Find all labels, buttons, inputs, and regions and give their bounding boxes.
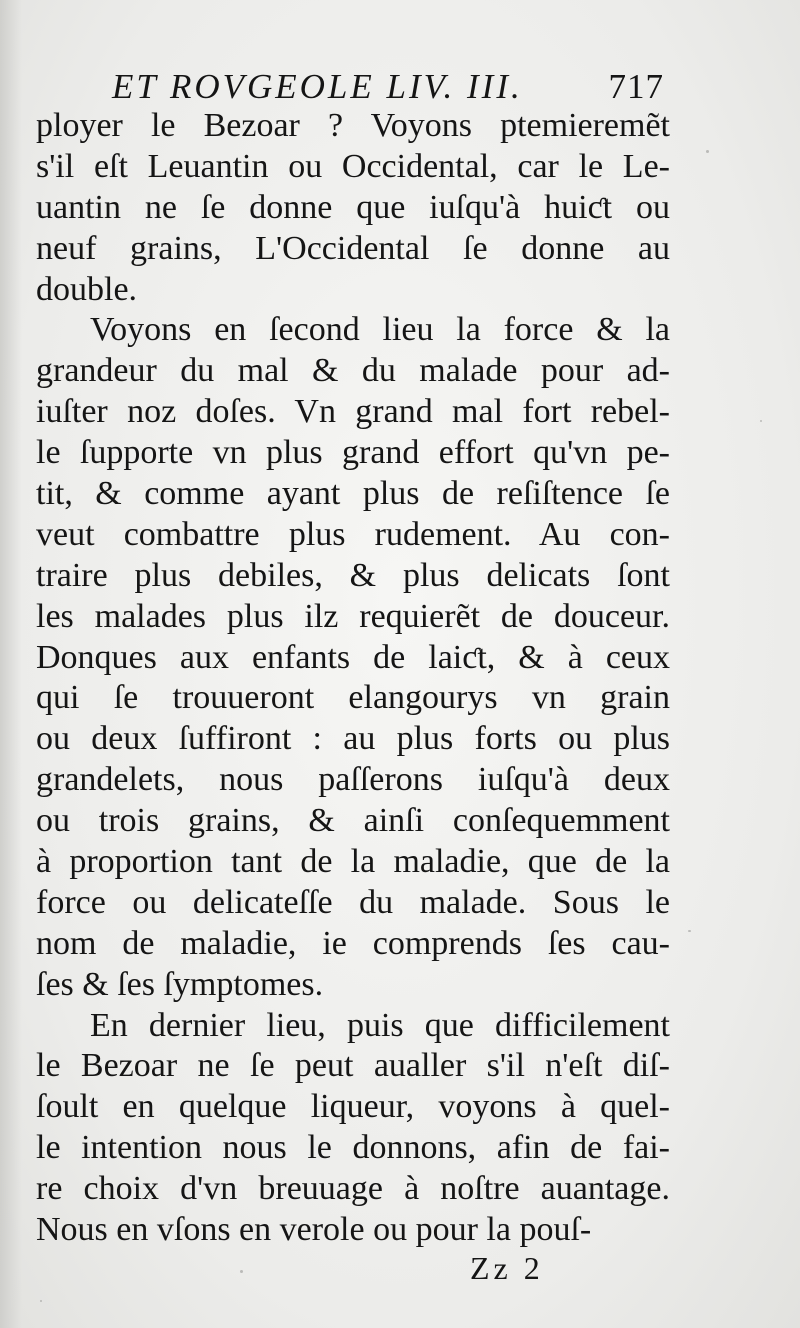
text-line: Voyons en ſecond lieu la force & la (90, 311, 670, 349)
text-line: traire plus debiles, & plus delicats ſont (36, 556, 670, 594)
text-line: veut combattre plus rudement. Au con- (36, 515, 670, 553)
paper-speck (688, 930, 691, 932)
text-line: ou trois grains, & ainſi conſequemment (36, 802, 670, 840)
text-line: Donques aux enfants de laiƈt, & à ceux (36, 638, 670, 676)
paper-speck (706, 150, 709, 153)
page-number: 717 (608, 67, 664, 106)
text-line: grandeur du mal & du malade pour ad- (36, 352, 670, 390)
text-line: les malades plus ilz requierẽt de douceur. (36, 597, 670, 635)
text-line: nom de maladie, ie comprends ſes cau- (36, 924, 670, 962)
paper-speck (40, 1300, 42, 1302)
text-line: double. (36, 270, 138, 308)
text-line: le intention nous le donnons, afin de fai- (36, 1129, 670, 1167)
text-line: iuſter noz doſes. Vn grand mal fort rebel- (36, 393, 670, 431)
text-line: En dernier lieu, puis que difficilement (90, 1006, 670, 1044)
text-line: qui ſe trouueront elangourys vn grain (36, 679, 670, 717)
text-line: le Bezoar ne ſe peut aualler s'il n'eſt diſ- (36, 1047, 670, 1085)
text-line: ou deux ſuffiront : au plus forts ou plus (36, 720, 670, 758)
page-gutter-shadow (0, 0, 22, 1328)
text-line: le ſupporte vn plus grand effort qu'vn pe- (36, 434, 670, 472)
paper-speck (760, 420, 762, 422)
text-line: Nous en vſons en verole ou pour la pouſ- (36, 1211, 592, 1249)
text-line: re choix d'vn breuuage à noſtre auantage. (36, 1170, 670, 1208)
running-title: ET ROVGEOLE LIV. III. (112, 67, 523, 106)
body-text (36, 106, 670, 1251)
running-header (112, 64, 672, 110)
text-line: uantin ne ſe donne que iuſqu'à huiƈt ou (36, 188, 670, 226)
text-line: s'il eſt Leuantin ou Occidental, car le Le- (36, 147, 670, 185)
text-line: neuf grains, L'Occidental ſe donne au (36, 229, 670, 267)
text-line: tit, & comme ayant plus de reſiſtence ſe (36, 475, 670, 513)
text-line: grandelets, nous paſſerons iuſqu'à deux (36, 761, 670, 799)
text-line: ployer le Bezoar ? Voyons ptemieremẽt (36, 107, 670, 144)
paper-speck (240, 1270, 243, 1273)
signature-mark: Zz 2 (470, 1250, 544, 1286)
text-line: à proportion tant de la maladie, que de la (36, 843, 670, 881)
text-line: ſes & ſes ſymptomes. (36, 965, 324, 1003)
text-line: ſoult en quelque liqueur, voyons à quel- (36, 1088, 670, 1126)
text-line: force ou delicateſſe du malade. Sous le (36, 883, 670, 921)
